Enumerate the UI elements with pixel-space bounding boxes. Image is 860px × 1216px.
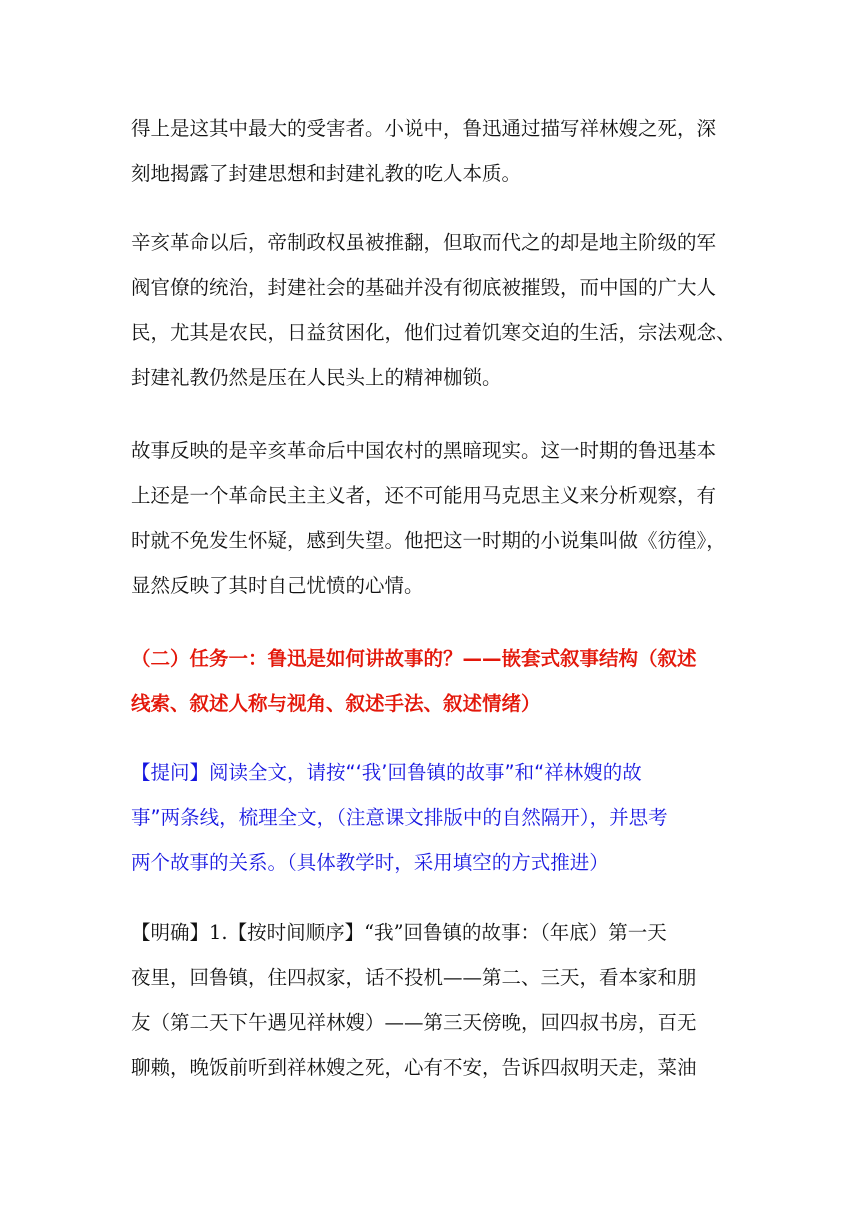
text-line: 时就不免发生怀疑，感到失望。他把这一时期的小说集叫做《彷徨》， [131,529,726,552]
text-line: 阀官僚的统治，封建社会的基础并没有彻底被摧毁，而中国的广大人 [131,276,717,299]
paragraph-victim [131,106,731,196]
answer-line: 友（第二天下午遇见祥林嫂）——第三天傍晚，回四叔书房，百无 [131,1011,697,1034]
text-line: 得上是这其中最大的受害者。小说中，鲁迅通过描写祥林嫂之死，深 [131,117,717,140]
answer-line: 夜里，回鲁镇，住四叔家，话不投机——第二、三天，看本家和朋 [131,966,697,989]
paragraph-story-reflection [131,428,731,608]
question-line: 事”两条线，梳理全文，（注意课文排版中的自然隔开），并思考 [131,806,668,829]
question-line: 两个故事的关系。（具体教学时，采用填空的方式推进） [131,851,609,874]
answer-block [131,910,731,1090]
question-block [131,750,731,885]
section-heading [131,636,731,726]
text-line: 上还是一个革命民主主义者，还不可能用马克思主义来分析观察，有 [131,484,717,507]
text-line: 显然反映了其时自己忧愤的心情。 [131,574,424,597]
question-line: 【提问】阅读全文，请按“‘我’回鲁镇的故事”和“祥林嫂的故 [131,761,642,784]
heading-line: （二）任务一：鲁迅是如何讲故事的？——嵌套式叙事结构（叙述 [131,647,697,670]
text-line: 刻地揭露了封建思想和封建礼教的吃人本质。 [131,162,522,185]
answer-line: 聊赖，晚饭前听到祥林嫂之死，心有不安，告诉四叔明天走，菜油 [131,1056,697,1079]
text-line: 民，尤其是农民，日益贫困化，他们过着饥寒交迫的生活，宗法观念、 [131,321,736,344]
text-line: 故事反映的是辛亥革命后中国农村的黑暗现实。这一时期的鲁迅基本 [131,439,717,462]
answer-line: 【明确】1.【按时间顺序】“我”回鲁镇的故事：（年底）第一天 [131,921,667,944]
text-line: 封建礼教仍然是压在人民头上的精神枷锁。 [131,366,502,389]
heading-line: 线索、叙述人称与视角、叙述手法、叙述情绪） [131,692,541,715]
text-line: 辛亥革命以后，帝制政权虽被推翻，但取而代之的却是地主阶级的军 [131,231,717,254]
paragraph-revolution [131,220,736,400]
